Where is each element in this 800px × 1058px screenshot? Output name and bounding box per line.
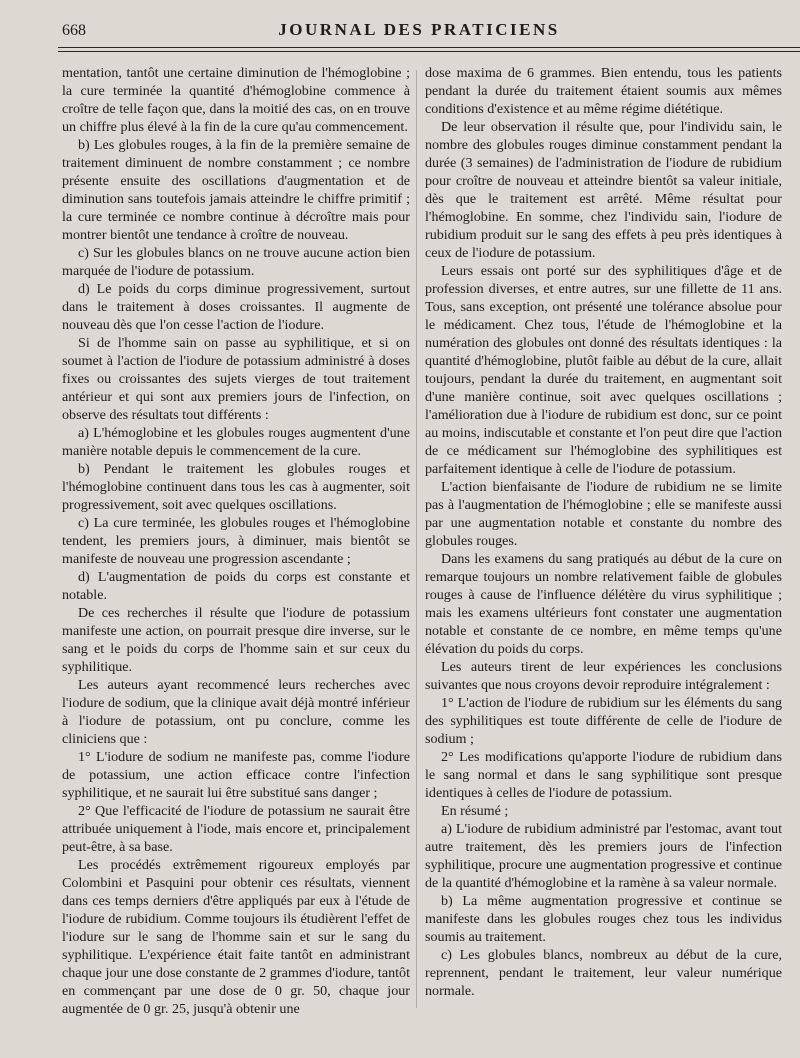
journal-title: JOURNAL DES PRATICIENS [278,20,560,39]
paragraph: b) La même augmentation progressive et continue se manifeste dans les globules rouges chez tous les individus soumis au traitement. [425,893,782,945]
column-divider [416,70,417,1008]
paragraph: d) Le poids du corps diminue progressivement, surtout dans le traitement à doses croissantes. Il augmente de nouveau dès que l'on cesse l'action de l'iodure. [62,281,410,333]
paragraph: a) L'iodure de rubidium administré par l'estomac, avant tout autre traitement, dès les premiers jours de l'infection syphilitique, procure une augmentation progressive et continue de la quantité d'hémoglobine et la ramène à sa valeur normale. [425,821,782,891]
paragraph: b) Les globules rouges, à la fin de la première semaine de traitement diminuent de nombre constamment ; ce nombre présente ensuite des oscillations d'augmentation et de diminution sans toutefois jamais atteindre le chiffre primitif ; la cure terminée ce nombre continue à décroître mais pour montrer bientôt une tendance à croître de nouveau. [62,137,410,243]
paragraph: Leurs essais ont porté sur des syphilitiques d'âge et de profession diverses, et entre autres, sur une fillette de 11 ans. Tous, sans exception, ont présenté une tolérance absolue pour le médicament. Chez tous, l'étude de l'hémoglobine et la numération des globules ont donné des résultats identiques : la quantité d'hémoglobine, plutôt faible au début de la cure, allait toujours, pendant la durée du traitement, en augmentant soit d'une manière continue, soit avec quelques oscillations ; l'amélioration due à l'iodure de rubidium est donc, sur ce point au moins, indiscutable et constante et l'on peut dire que l'action de ce médicament sur l'hémoglobine des syphilitiques est parfaitement identique à celle de l'iodure de potassium. [425,263,782,477]
paragraph: b) Pendant le traitement les globules rouges et l'hémoglobine continuent dans tous les cas à augmenter, soit progressivement, soit avec quelques oscillations. [62,461,410,513]
paragraph: a) L'hémoglobine et les globules rouges augmentent d'une manière notable depuis le commencement de la cure. [62,425,410,459]
paragraph: 1° L'action de l'iodure de rubidium sur les éléments du sang des syphilitiques est toute différente de celle de l'iodure de sodium ; [425,695,782,747]
paragraph: c) La cure terminée, les globules rouges et l'hémoglobine tendent, les premiers jours, à diminuer, mais bientôt se manifeste de nouveau une progression ascendante ; [62,515,410,567]
paragraph: Dans les examens du sang pratiqués au début de la cure on remarque toujours un nombre relativement faible de globules rouges à cause de l'influence délétère du virus syphilitique ; mais les examens ultérieurs font constater une augmentation notable et constante de ce nombre, en même temps qu'une élévation du poids du corps. [425,551,782,657]
paragraph: De leur observation il résulte que, pour l'individu sain, le nombre des globules rouges diminue constamment pendant la durée (3 semaines) de l'administration de l'iodure de rubidium pour croître de nouveau et atteindre bientôt sa valeur initiale, dès que le traitement est arrêté. Même résultat pour l'hémoglobine. En somme, chez l'individu sain, l'iodure de rubidium produit sur le sang des effets à peu près identiques à ceux de l'iodure de potassium. [425,119,782,261]
paragraph: L'action bienfaisante de l'iodure de rubidium ne se limite pas à l'augmentation de l'hémoglobine ; elle se manifeste aussi par une augmentation notable et constante du nombre des globules rouges. [425,479,782,549]
paragraph: De ces recherches il résulte que l'iodure de potassium manifeste une action, on pourrait presque dire inverse, sur le sang et le poids du corps de l'homme sain et sur ceux du syphilitique. [62,605,410,675]
paragraph: Les procédés extrêmement rigoureux employés par Colombini et Pasquini pour obtenir ces résultats, viennent dans ces temps derniers d'être appliqués par eux à l'étude de l'iodure de rubidium. Comme toujours ils étudièrent l'effet de l'iodure sur le sang de l'homme sain et sur le sang du syphilitique. L'expérience était faite tantôt en administrant chaque jour une dose constante de 2 grammes d'iodure, tantôt en commençant par une dose de 0 gr. 50, chaque jour augmentée de 0 gr. 25, jusqu'à obtenir une [62,857,410,1017]
paragraph: 1° L'iodure de sodium ne manifeste pas, comme l'iodure de potassium, une action efficace contre l'infection syphilitique, et ne saurait lui être substitué sans danger ; [62,749,410,801]
paragraph: Si de l'homme sain on passe au syphilitique, et si on soumet à l'action de l'iodure de potassium administré à doses fixes ou croissantes des sujets vierges de tout traitement antérieur et qui sont aux premiers jours de l'infection, on observe des résultats tout différents : [62,335,410,423]
paragraph: 2° Les modifications qu'apporte l'iodure de rubidium dans le sang normal et dans le sang syphilitique sont presque identiques à celles de l'iodure de potassium. [425,749,782,801]
paragraph: d) L'augmentation de poids du corps est constante et notable. [62,569,410,603]
paragraph: 2° Que l'efficacité de l'iodure de potassium ne saurait être attribuée uniquement à l'iode, mais encore et, principalement peut-être, à sa base. [62,803,410,855]
page-number: 668 [62,22,86,39]
paragraph: Les auteurs tirent de leur expériences les conclusions suivantes que nous croyons devoir reproduire intégralement : [425,659,782,693]
paragraph: dose maxima de 6 grammes. Bien entendu, tous les patients pendant la durée du traitement étaient soumis aux mêmes conditions d'existence et au même régime diététique. [425,65,782,117]
paragraph: Les auteurs ayant recommencé leurs recherches avec l'iodure de sodium, que la clinique avait déjà montré inférieur à l'iodure de potassium, ont pu conclure, comme les cliniciens que : [62,677,410,747]
header-rule [58,47,800,52]
right-column [425,64,782,1000]
paragraph: En résumé ; [441,803,509,819]
page-header [58,20,780,44]
paragraph: c) Sur les globules blancs on ne trouve aucune action bien marquée de l'iodure de potassium. [62,245,410,279]
left-column [62,64,410,1018]
paragraph: c) Les globules blancs, nombreux au début de la cure, reprennent, pendant le traitement, leur valeur numérique normale. [425,947,782,999]
paragraph: mentation, tantôt une certaine diminution de l'hémoglobine ; la cure terminée la quantité d'hémoglobine commence à croître de telle façon que, dans la moitié des cas, on en trouve un chiffre plus élevé à la fin de la cure qu'au commencement. [62,65,410,135]
